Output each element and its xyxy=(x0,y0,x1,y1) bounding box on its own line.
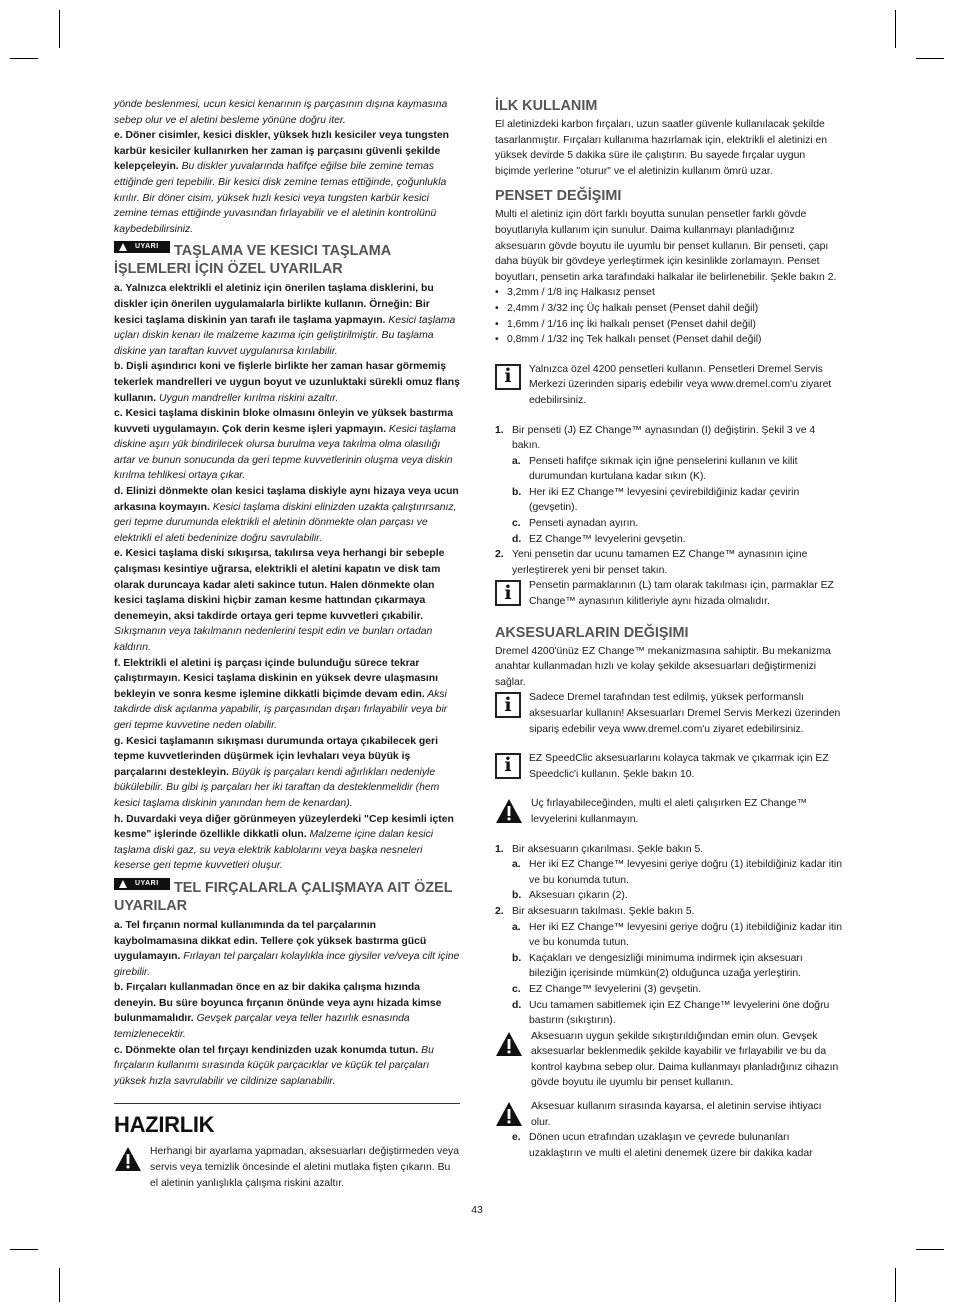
info-icon: i xyxy=(495,580,521,606)
step-2: 2. Yeni pensetin dar ucunu tamamen EZ Change™ aynasının içine yerleştirerek yeni bir penset takın. xyxy=(495,549,808,576)
accessory-text: Dremel 4200'ünüz EZ Change™ mekanizmasına sahiptir. Bu mekanizma anahtar kullanmadan hızlı ve kolay şekilde aksesuarları değiştirmenizi sağlar. xyxy=(495,645,831,688)
first-use-text: El aletinizdeki karbon fırçaları, uzun saatler güvenle kullanılacak şekilde tasarlanmıştır. Fırçaları kullanıma hazırlamak için, elektrikli el aletinizi en yüksek devirde 5 dakika süre ile çalıştırın. Bu sayede fırçalar uygun biçimde yerlerine "oturur" ve el aletinizin kullanım ömrü uzar. xyxy=(495,119,828,177)
warning-note-prep: Herhangi bir ayarlama yapmadan, aksesuarları değiştirmeden veya servis veya temizlik öncesinde el aletini mutlaka fişten çıkarın. Bu el aletinin yanlışlıkla çalışma riskini azaltır. xyxy=(114,1144,460,1191)
page-number: 43 xyxy=(471,1205,483,1216)
info-icon: i xyxy=(495,692,521,718)
step-insert-c: c. EZ Change™ levyelerini (3) gevşetin. xyxy=(512,983,702,995)
list-item: • 0,8mm / 1/32 inç Tek halkalı penset (Penset dahil değil) xyxy=(495,332,843,348)
item-cut-e: e. Kesici taşlama diski sıkışırsa, takılırsa veya herhangi bir sebeple çalışması kesintiye uğrarsa, elektrikli el aletini kapatın ve disk tam olarak duruncaya kadar aleti sakince tutun. Halen dönmekte olan kesici taşlama diskini hiçbir zaman kesme hattından çıkarmaya denemeyin, aksi takdirde ortaya geri tepme kuvvetleri çıkabilir. Sıkışmanın veya takılmanın nedenlerini tespit edin ve bunları ortadan kaldırın. xyxy=(114,548,445,653)
item-cut-a: a. Yalnızca elektrikli el aletiniz için önerilen taşlama disklerini, bu diskler için önerilen uygulamalarla birlikte kullanın. Örneğin: Bir kesici taşlama diskinin yan tarafı ile taşlama yapmayın. Kesici taşlama uçları diskin kenarı ile malzeme kazıma için geliştirilmiştir. Bu taşlama diskine yan taraftan kuvvet uygulanırsa kırılabilir. xyxy=(114,283,456,357)
step-insert-d: d. Ucu tamamen sabitlemek için EZ Change™ levyelerini öne doğru bastırın (sıkıştırın). xyxy=(512,999,830,1027)
info-note-collet-fingers: i Pensetin parmaklarının (L) tam olarak takılması için, parmaklar EZ Change™ aynasının kilitleriyle aynı hizada olmalıdır. xyxy=(495,578,843,609)
warning-triangle-icon xyxy=(495,1031,523,1057)
collet-text: Multi el aletiniz için dört farklı boyutta sunulan pensetler farklı gövde boyutlarıyla kullanım için sunulur. Daima kullanmayı planladığınız aksesuarın gövde boyutu ile uyumlu bir penset kullanın. Bir penseti, çapı daha büyük bir gövdeye yerleştirmek için kesinlikle zorlamayın. Penset boyutları, pensetin arka tarafındaki halkalar ile belirlenebilir. Şekle bakın 2. xyxy=(495,209,837,283)
item-cut-b: b. Dişli aşındırıcı koni ve fişlerle birlikte her zaman hasar görmemiş tekerlek mandrelleri ve uygun boyut ve uzunluktaki sürekli omuz flanş kullanın. Uygun mandreller kırılma riskini azaltır. xyxy=(114,361,460,404)
warning-note-levers: Uç fırlayabileceğinden, multi el aleti çalışırken EZ Change™ levyelerini kullanmayın. xyxy=(495,796,843,827)
step-1d: d. EZ Change™ levyelerini gevşetin. xyxy=(512,533,686,545)
info-note-collets: i Yalnızca özel 4200 pensetleri kullanın. Pensetleri Dremel Servis Merkezi üzerinden sipariş edebilir veya www.dremel.com'u ziyaret edebilirsiniz. xyxy=(495,362,843,409)
item-wire-b: b. Fırçaları kullanmadan önce en az bir dakika çalışma hızında deneyin. Bu süre boyunca fırçanın önünde veya aynı hizada kimse bulunmamalıdır. Gevşek parçalar veya teller hazırlık esnasında temizlenecektir. xyxy=(114,982,442,1041)
step-insert-a: a. Her iki EZ Change™ levyesini geriye doğru (1) itebildiğiniz kadar itin ve bu konumda tutun. xyxy=(512,921,843,949)
warning-triangle-icon xyxy=(495,798,523,824)
item-wire-a: a. Tel fırçanın normal kullanımında da tel parçalarının kaybolmamasına dikkat edin. Tellere çok yüksek bastırma gücü uygulamayın. Fırlayan tel parçaları kolaylıkla ince giysiler ve/veya cilt içine girebilir. xyxy=(114,919,460,978)
warning-triangle-icon xyxy=(119,243,127,251)
crop-mark xyxy=(10,1249,38,1250)
list-item: • 2,4mm / 3/32 inç Üç halkalı penset (Penset dahil değil) xyxy=(495,301,843,317)
heading-accessory-change: AKSESUARLARIN DEĞIŞIMI xyxy=(495,624,689,641)
warning-triangle-icon xyxy=(114,1146,142,1172)
crop-mark xyxy=(895,10,896,48)
item-cut-d: d. Elinizi dönmekte olan kesici taşlama diskiyle aynı hizaya veya ucun arkasına koymayın. Kesici taşlama diskini elinizden uzakta çalıştırırsanız, geri tepme durumunda elektrikli el aletinin dönmekte olan parçası ve elektrikli el aleti bedeninize doğru savrulabilir. xyxy=(114,486,459,544)
item-cut-g: g. Kesici taşlamanın sıkışması durumunda ortaya çıkabilecek geri tepme kuvvetlerinden düşürmek için levhaları veya büyük iş parçalarını destekleyin. Büyük iş parçaları kendi ağırlıkları nedeniyle bükülebilir. Bu gibi iş parçaları her iki taraftan da desteklenmelidir (hem kesici taşlama diskinin yanından hem de kenardan). xyxy=(114,735,440,809)
info-note-speedclic: i EZ SpeedClic aksesuarlarını kolayca takmak ve çıkarmak için EZ Speedclic'i kullanın. Şekle bakın 10. xyxy=(495,751,843,782)
warning-note-clamping: Aksesuarın uygun şekilde sıkıştırıldığından emin olun. Gevşek aksesuarlar beklenmedik şekilde kayabilir ve fırlayabilir ve bu da kontrol kaybına sebep olur. Daima kullanmayı planladığınız cihazın gövde boyutu ile uyumlu bir penset kullanın. xyxy=(495,1029,843,1091)
step-1b: b. Her iki EZ Change™ levyesini çevirebildiğiniz kadar çevirin (gevşetin). xyxy=(512,486,800,514)
step-1: 1. Bir penseti (J) EZ Change™ aynasından (I) değiştirin. Şekil 3 ve 4 bakın. xyxy=(495,424,816,452)
heading-preparation: HAZIRLIK xyxy=(114,1112,215,1138)
step-remove-a: a. Her iki EZ Change™ levyesini geriye doğru (1) itebildiğiniz kadar itin ve bu konumda tutun. xyxy=(512,859,843,886)
list-item: • 1,6mm / 1/16 inç İki halkalı penset (Penset dahil değil) xyxy=(495,317,843,333)
collet-list xyxy=(495,285,843,347)
paragraph-continued: yönde beslenmesi, ucun kesici kenarının iş parçasının dışına kaymasına sebep olur ve el aletini besleme yönüne doğru iter. xyxy=(114,99,448,126)
section-divider xyxy=(114,1103,460,1104)
item-wire-c: c. Dönmekte olan tel fırçayı kendinizden uzak konumda tutun. Bu fırçaların kullanımı sırasında küçük parçacıklar ve küçük tel parçaları yüksek hızla savrulabilir ve cildinize saplanabilir. xyxy=(114,1044,434,1087)
warning-badge: UYARI xyxy=(114,241,170,253)
info-icon: i xyxy=(495,753,521,779)
step-1c: c. Penseti aynadan ayırın. xyxy=(512,518,639,530)
step-remove-b: b. Aksesuarı çıkarın (2). xyxy=(512,890,628,902)
step-remove: 1. Bir aksesuarın çıkarılması. Şekle bakın 5. xyxy=(495,843,704,855)
step-test-e: e. Dönen ucun etrafından uzaklaşın ve çevrede bulunanları uzaklaştırın ve multi el aletini denemek üzere bir dakika kadar xyxy=(512,1132,813,1159)
crop-mark xyxy=(895,1268,896,1302)
warning-triangle-icon xyxy=(495,1101,523,1127)
heading-cutting-warnings: UYARI TAŞLAMA VE KESICI TAŞLAMA İŞLEMLERI İÇIN ÖZEL UYARILAR xyxy=(114,243,391,278)
left-column xyxy=(114,97,460,1191)
step-insert: 2. Bir aksesuarın takılması. Şekle bakın 5. xyxy=(495,905,695,917)
item-cut-h: h. Duvardaki veya diğer görünmeyen yüzeylerdeki "Cep kesimli içten kesme" işlerinde özellikle dikkatli olun. Malzeme içine dalan kesici taşlama diski gaz, su veya elektrik kablolarını veya başka nesneleri keserse geri tepme kuvvetleri oluşur. xyxy=(114,813,454,872)
crop-mark xyxy=(59,1268,60,1302)
crop-mark xyxy=(10,58,38,59)
step-insert-b: b. Kaçakları ve dengesizliği minimuma indirmek için aksesuarı bileziğin içerisinde mümkün(2) olduğunca uzağa yerleştirin. xyxy=(512,952,803,980)
heading-first-use: İLK KULLANIM xyxy=(495,98,598,114)
item-cut-c: c. Kesici taşlama diskinin bloke olmasını önleyin ve yüksek bastırma kuvveti uygulamayın. Çok derin kesme işleri yapmayın. Kesici taşlama diskine aşırı yük bindirilecek olursa burulma veya takılma olma olasılığı artar ve bunun sonucunda da geri tepme kuvvetlerinin oluşma veya diskin kırılma tehlikesi ortaya çıkar. xyxy=(114,408,456,482)
warning-note-slipping: Aksesuar kullanım sırasında kayarsa, el aletinin servise ihtiyacı olur. xyxy=(495,1099,843,1130)
item-e: e. Döner cisimler, kesici diskler, yüksek hızlı kesiciler veya tungsten karbür kesiciler kullanırken her zaman iş parçasını güvenli şekilde kelepçeleyin. Bu diskler yuvalarında hafifçe eğilse bile zemine temas ettiğinde geri tepebilir. Bir kesici disk zemine temas ettiğinde, çoğunlukla kırılır. Bir döner cisim, yüksek hızlı kesici veya tungsten karbür kesici zemine temas ettiğinde yuvasından fırlayabilir ve el aletinin kontrolünü kaybedebilirsiniz. xyxy=(114,130,449,235)
heading-wire-brush-warnings: UYARI TEL FIRÇALARLA ÇALIŞMAYA AIT ÖZEL UYARILAR xyxy=(114,879,453,914)
info-icon: i xyxy=(495,364,521,390)
item-cut-f: f. Elektrikli el aletini iş parçası içinde bulunduğu sürece tekrar çalıştırmayın. Kesici taşlama diskinin en yüksek devre ulaşmasını bekleyin ve sonra kesme işlemine dikkatli biçimde devam edin. Aksi takdirde disk açılanma yapabilir, iş parçasından dışarı fırlayabilir veya bir geri tepme kuvvetine neden olabilir. xyxy=(114,657,448,731)
right-column xyxy=(495,97,843,1161)
crop-mark xyxy=(916,58,944,59)
list-item: • 3,2mm / 1/8 inç Halkasız penset xyxy=(495,285,843,301)
heading-collet-change: PENSET DEĞİŞIMI xyxy=(495,188,622,205)
warning-triangle-icon xyxy=(119,880,127,888)
step-1a: a. Penseti hafifçe sıkmak için iğne penselerini kullanın ve kilit durumundan kurtulana kadar sıkın (K). xyxy=(512,455,798,483)
crop-mark xyxy=(59,10,60,48)
warning-badge: UYARI xyxy=(114,878,170,890)
info-note-accessories: i Sadece Dremel tarafından test edilmiş, yüksek performanslı aksesuarlar kullanın! Aksesuarları Dremel Servis Merkezi üzerinden sipariş edebilir veya www.dremel.com'u ziyaret edebilirsiniz. xyxy=(495,690,843,737)
crop-mark xyxy=(916,1249,944,1250)
